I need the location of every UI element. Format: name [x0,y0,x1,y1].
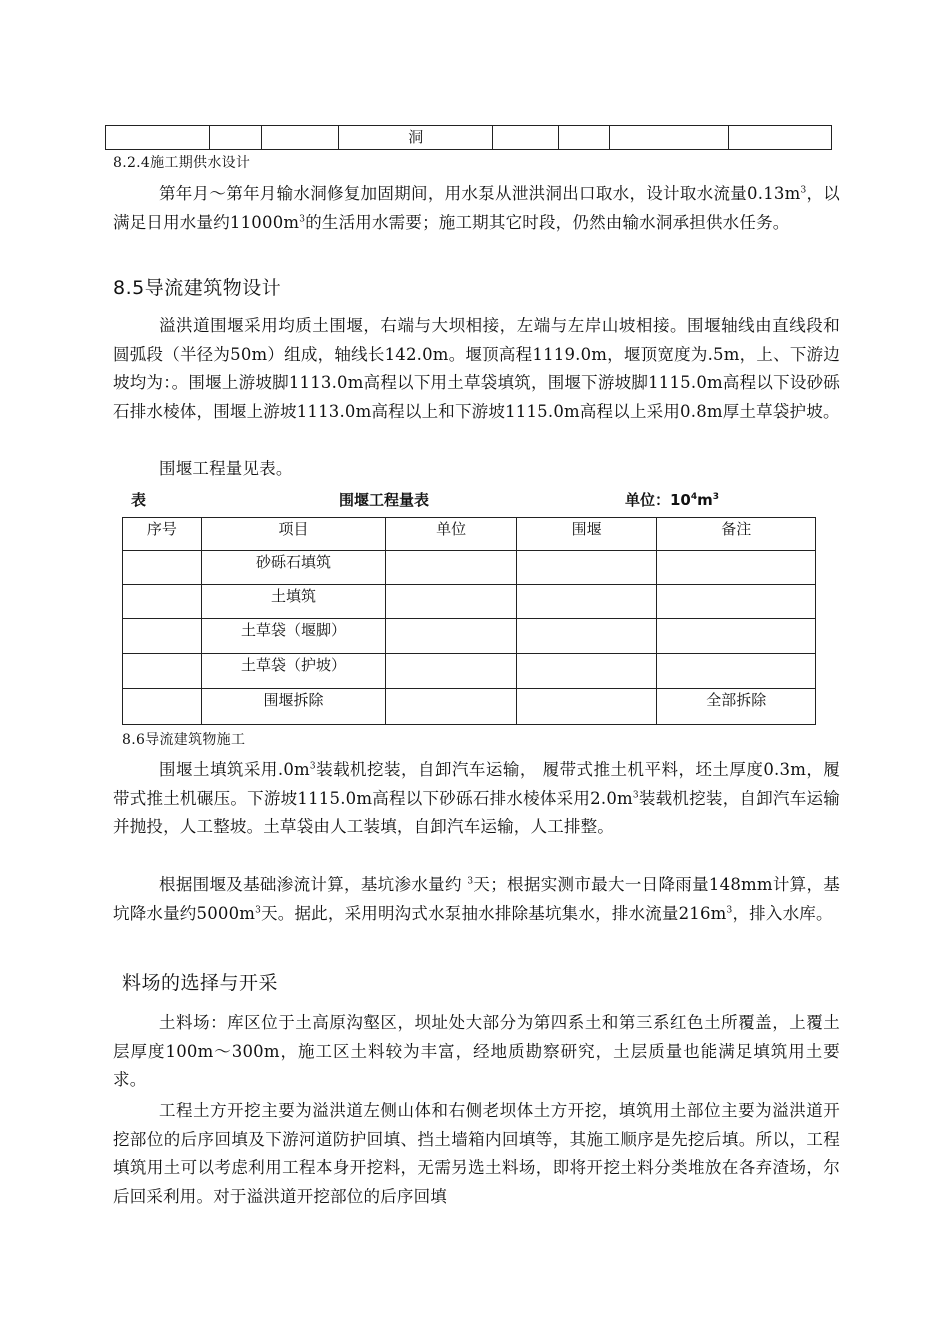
table-label: 表 [131,491,147,509]
superscript: 3 [309,761,316,772]
superscript: 3 [712,492,720,502]
header-cell: 单位 [386,518,517,551]
section-86-title: 8.6导流建筑物施工 [122,732,246,748]
section-824-paragraph [113,180,840,237]
table-header-row [123,518,816,551]
text-run: 的生活用水需要；施工期其它时段，仍然由输水洞承担供水任务。 [305,212,790,232]
table-cell [657,619,816,654]
table-row [123,654,816,689]
top-table-cell: 洞 [339,126,493,150]
text-run: 装载机挖装，自卸汽车运输， 履带式推土机平料，坯土厚度0.3m，履带式推土机碾压。下游坡1115.0m高程以下砂砾石排水棱体采用2.0m [113,760,841,808]
text-run: 装载机挖装，自卸汽车运输并抛投，人工整坡。土草袋由人工装填，自卸汽车运输，人工排整。 [113,788,840,836]
section-85-paragraph-2: 围堰工程量见表。 [159,459,293,478]
unit-text: 单位：10 [625,491,691,509]
superscript: 3 [299,214,306,224]
text-run: 第年月～第年月输水洞修复加固期间，用水泵从泄洪洞出口取水，设计取水流量0.13m [159,184,801,203]
top-table-cell [558,126,609,150]
table-cell: 土填筑 [201,585,385,619]
table-cell [123,619,202,654]
section-85-paragraph-1: 溢洪道围堰采用均质土围堰，右端与大坝相接，左端与左岸山坡相接。围堰轴线由直线段和圆弧段（半径为50m）组成，轴线长142.0m。堰顶高程1119.0m，堰顶宽度为.5m，上、下游边坡均为：。围堰上游坡脚1113.0m高程以下用土草袋填筑，围堰下游坡脚1115.0m高程以下设砂砾石排水棱体，围堰上游坡1113.0m高程以上和下游坡1115.0m高程以上采用0.8m厚土草袋护坡。 [113,316,840,421]
text-run: 围堰土填筑采用.0m [159,760,310,779]
section-material-title: 料场的选择与开采 [122,972,279,994]
table-cell: 围堰拆除 [201,689,385,725]
table-cell [123,551,202,585]
table-cell: 全部拆除 [657,689,816,725]
unit-text: m [697,491,713,509]
table-cell [657,654,816,689]
top-table-cell [493,126,558,150]
table-cell [516,654,657,689]
text-run: ，以满足日用水量约11000m [113,184,840,232]
table-cell [516,551,657,585]
table-cell [657,551,816,585]
header-cell: 围堰 [516,518,657,551]
top-table-cell [609,126,729,150]
table-cell [386,551,517,585]
table-cell: 土草袋（堰脚） [201,619,385,654]
table-unit [625,489,719,510]
superscript: 3 [726,905,733,915]
section-85-title: 8.5导流建筑物设计 [113,277,282,299]
section-material-paragraph-1: 土料场：库区位于土高原沟壑区，坝址处大部分为第四系土和第三系红色土所覆盖，上覆土层厚度100m～300m，施工区土料较为丰富，经地质勘察研究，土层质量也能满足填筑用土要求。 [113,1013,840,1089]
text-run: 天。据此，采用明沟式水泵抽水排除基坑集水，排水流量216m [261,903,727,923]
header-cell: 序号 [123,518,202,551]
superscript: 3 [255,905,262,915]
section-86-paragraph-2 [113,871,840,928]
header-cell: 项目 [201,518,385,551]
text-run: ，排入水库。 [732,903,833,923]
top-table-cell [106,126,210,150]
section-material-paragraph-2: 工程土方开挖主要为溢洪道左侧山体和右侧老坝体土方开挖，填筑用土部位主要为溢洪道开挖部位的后序回填及下游河道防护回填、挡土墙箱内回填等，其施工顺序是先挖后填。所以，工程填筑用土可以考虑利用工程本身开挖料，无需另选土料场，即将开挖土料分类堆放在各弃渣场，尔后回采利用。对于溢洪道开挖部位的后序回填 [113,1101,840,1206]
superscript: 4 [690,492,698,502]
table-cell: 砂砾石填筑 [201,551,385,585]
section-824-title: 8.2.4施工期供水设计 [113,155,251,171]
table-cell [123,689,202,725]
table-cell [516,689,657,725]
superscript: 3 [632,790,639,800]
table-cell [386,689,517,725]
table-cell [516,619,657,654]
table-cell [386,654,517,689]
top-table-fragment [105,125,832,150]
table-row [123,551,816,585]
table-cell [657,585,816,619]
table-cell [516,585,657,619]
superscript: 3 [467,876,474,887]
table-row [123,689,816,725]
header-cell: 备注 [657,518,816,551]
table-cell: 土草袋（护坡） [201,654,385,689]
table-cell [123,654,202,689]
table-row [123,585,816,619]
top-table-cell [729,126,832,150]
table-title: 围堰工程量表 [339,491,430,509]
table-cell [123,585,202,619]
superscript: 3 [800,185,807,196]
section-86-paragraph-1 [113,756,840,842]
text-run: 天；根据实测市最大一日降雨量148mm计算，基坑降水量约5000m [113,875,840,923]
table-cell [386,619,517,654]
table-row [123,619,816,654]
top-table-cell [262,126,339,150]
table-cell [386,585,517,619]
cofferdam-quantity-table [122,517,816,725]
text-run: 根据围堰及基础渗流计算，基坑渗水量约 [159,875,468,894]
top-table-cell [210,126,262,150]
